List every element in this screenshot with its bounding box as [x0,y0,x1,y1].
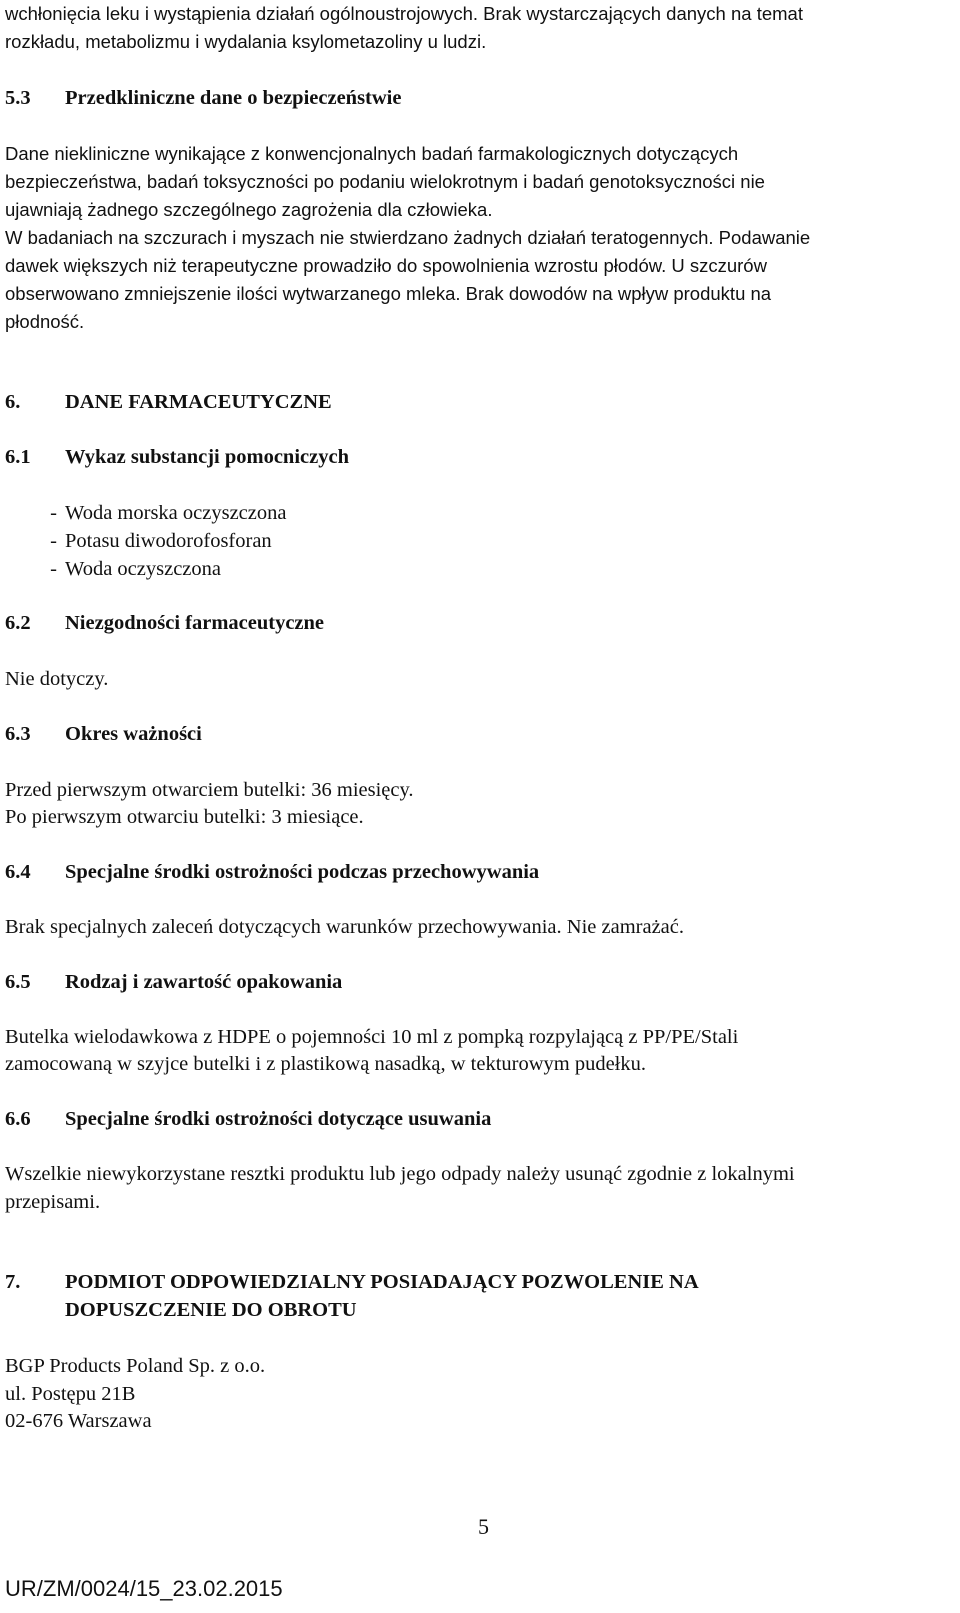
address-line: 02-676 Warszawa [5,1410,152,1432]
paragraph-line: zamocowaną w szyjce butelki i z plastikową nasadką, w tekturowym pudełku. [5,1053,647,1075]
section-title-continued: DOPUSZCZENIE DO OBROTU [65,1299,357,1321]
section-6-5-heading [5,968,342,996]
section-title: Rodzaj i zawartość opakowania [65,971,343,993]
section-6-heading [5,388,332,416]
paragraph-line: Brak specjalnych zaleceń dotyczących warunków przechowywania. Nie zamrażać. [5,916,684,938]
paragraph-line: dawek większych niż terapeutyczne prowadziło do spowolnienia wzrostu płodów. U szczurów [5,255,767,276]
list-dash: - [50,502,57,524]
paragraph-line: przepisami. [5,1191,101,1213]
document-code: UR/ZM/0024/15_23.02.2015 [5,1576,283,1601]
list-item-text: Woda morska oczyszczona [65,502,287,524]
list-item [5,527,272,555]
section-title: Przedkliniczne dane o bezpieczeństwie [65,87,402,109]
intro-line: wchłonięcia leku i wystąpienia działań ogólnoustrojowych. Brak wystarczających danych na temat [5,3,803,24]
list-dash: - [50,558,57,580]
section-title: Specjalne środki ostrożności podczas przechowywania [65,861,540,883]
section-title: Wykaz substancji pomocniczych [65,446,349,468]
section-number: 6.2 [5,612,31,634]
paragraph-line: Nie dotyczy. [5,668,109,690]
intro-line: rozkładu, metabolizmu i wydalania ksylometazoliny u ludzi. [5,31,487,52]
section-title: PODMIOT ODPOWIEDZIALNY POSIADAJĄCY POZWOLENIE NA [65,1271,699,1293]
section-title: DANE FARMACEUTYCZNE [65,391,332,413]
paragraph-line: Wszelkie niewykorzystane resztki produktu lub jego odpady należy usunąć zgodnie z lokalnymi [5,1163,795,1185]
paragraph-line: bezpieczeństwa, badań toksyczności po podaniu wielokrotnym i badań genotoksyczności nie [5,171,765,192]
section-6-2-heading [5,609,324,637]
paragraph-line: W badaniach na szczurach i myszach nie stwierdzano żadnych działań teratogennych. Podawanie [5,227,811,248]
list-item-text: Potasu diwodorofosforan [65,530,272,552]
paragraph-line: Po pierwszym otwarciu butelki: 3 miesiące. [5,806,364,828]
section-6-3-heading [5,720,202,748]
section-7-heading [5,1268,699,1296]
address-line: ul. Postępu 21B [5,1383,136,1405]
list-item [5,555,221,583]
list-item-text: Woda oczyszczona [65,558,222,580]
paragraph-line: Dane niekliniczne wynikające z konwencjonalnych badań farmakologicznych dotyczących [5,143,739,164]
section-number: 5.3 [5,87,31,109]
section-5-3-heading [5,84,401,112]
section-number: 6.6 [5,1108,31,1130]
section-6-4-heading [5,858,539,886]
section-number: 6.3 [5,723,31,745]
section-title: Niezgodności farmaceutyczne [65,612,325,634]
section-number: 6.5 [5,971,31,993]
section-number: 6. [5,391,21,413]
section-number: 6.4 [5,861,31,883]
section-title: Specjalne środki ostrożności dotyczące usuwania [65,1108,492,1130]
list-item [5,499,286,527]
page-number: 5 [478,1514,489,1539]
paragraph-line: ujawniają żadnego szczególnego zagrożenia dla człowieka. [5,199,493,220]
paragraph-line: płodność. [5,311,85,332]
paragraph-line: obserwowano zmniejszenie ilości wytwarzanego mleka. Brak dowodów na wpływ produktu na [5,283,772,304]
section-6-1-heading [5,443,349,471]
section-number: 6.1 [5,446,31,468]
list-dash: - [50,530,57,552]
paragraph-line: Przed pierwszym otwarciem butelki: 36 miesięcy. [5,779,414,801]
paragraph-line: Butelka wielodawkowa z HDPE o pojemności 10 ml z pompką rozpylającą z PP/PE/Stali [5,1026,739,1048]
section-title: Okres ważności [65,723,202,745]
section-number: 7. [5,1271,21,1293]
address-line: BGP Products Poland Sp. z o.o. [5,1355,266,1377]
section-6-6-heading [5,1105,491,1133]
